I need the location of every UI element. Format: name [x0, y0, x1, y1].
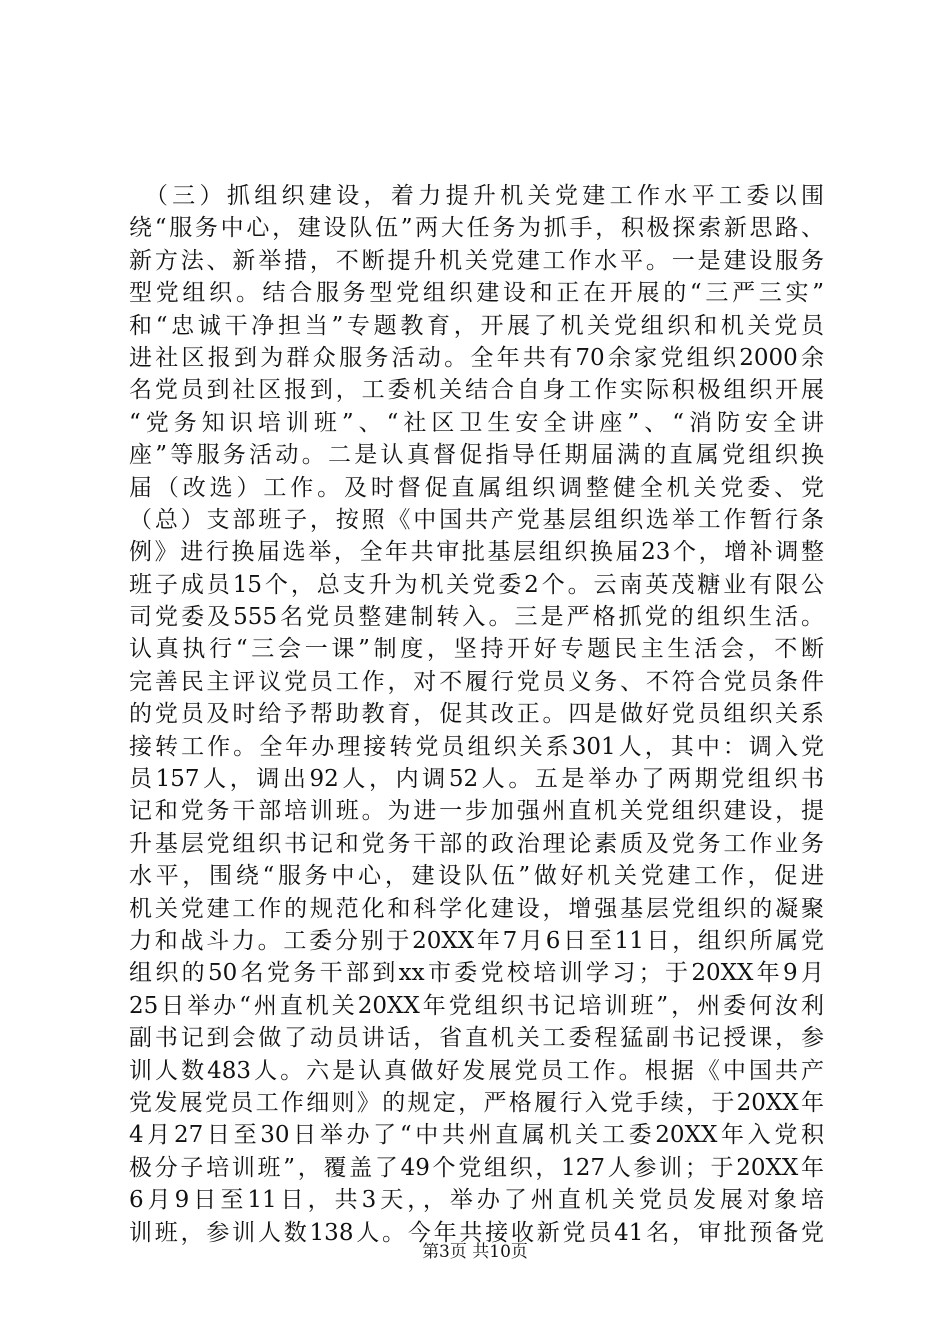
text-line: 型党组织。结合服务型党组织建设和正在开展的“三严三实”	[129, 280, 824, 307]
text-line: 绕“服务中心，建设队伍”两大任务为抓手，积极探索新思路、	[129, 215, 824, 242]
text-line: 新方法、新举措，不断提升机关党建工作水平。一是建设服务	[129, 247, 824, 274]
text-line: （总）支部班子，按照《中国共产党基层组织选举工作暂行条	[129, 506, 824, 533]
text-line: 组织的50名党务干部到xx市委党校培训学习；于20XX年9月	[129, 960, 824, 987]
text-line: 力和战斗力。工委分别于20XX年7月6日至11日，组织所属党	[129, 927, 824, 954]
text-line: 4月27日至30日举办了“中共州直属机关工委20XX年入党积	[129, 1122, 824, 1149]
text-line: 25日举办“州直机关20XX年党组织书记培训班”，州委何汝利	[129, 992, 824, 1019]
text-line: 副书记到会做了动员讲话，省直机关工委程猛副书记授课，参	[129, 1025, 824, 1052]
text-line: 和“忠诚干净担当”专题教育，开展了机关党组织和机关党员	[129, 312, 824, 339]
text-line: 员157人，调出92人，内调52人。五是举办了两期党组织书	[129, 766, 824, 793]
text-line: 司党委及555名党员整建制转入。三是严格抓党的组织生活。	[129, 604, 824, 631]
text-line: 6月9日至11日，共3天，，举办了州直机关党员发展对象培	[129, 1187, 824, 1214]
text-line: 届（改选）工作。及时督促直属组织调整健全机关党委、党	[129, 474, 824, 501]
text-line: “党务知识培训班”、“社区卫生安全讲座”、“消防安全讲	[129, 409, 824, 436]
text-line: 升基层党组织书记和党务干部的政治理论素质及党务工作业务	[129, 830, 824, 857]
body-paragraph	[129, 180, 824, 1249]
page-number: 第3页 共10页	[422, 1242, 528, 1262]
text-line: 极分子培训班”，覆盖了49个党组织，127人参训；于20XX年	[129, 1154, 824, 1181]
text-line: 班子成员15个，总支升为机关党委2个。云南英茂糖业有限公	[129, 571, 824, 598]
page-footer	[0, 1241, 950, 1263]
text-line: 认真执行“三会一课”制度，坚持开好专题民主生活会，不断	[129, 636, 824, 663]
text-line: 接转工作。全年办理接转党员组织关系301人，其中：调入党	[129, 733, 824, 760]
text-line: 的党员及时给予帮助教育，促其改正。四是做好党员组织关系	[129, 701, 824, 728]
text-line: 记和党务干部培训班。为进一步加强州直机关党组织建设，提	[129, 798, 824, 825]
text-line: 水平，围绕“服务中心，建设队伍”做好机关党建工作，促进	[129, 863, 824, 890]
text-line: 机关党建工作的规范化和科学化建设，增强基层党组织的凝聚	[129, 895, 824, 922]
text-line: 座”等服务活动。二是认真督促指导任期届满的直属党组织换	[129, 442, 824, 469]
text-line: 名党员到社区报到，工委机关结合自身工作实际积极组织开展	[129, 377, 824, 404]
text-line: 例》进行换届选举，全年共审批基层组织换届23个，增补调整	[129, 539, 824, 566]
text-line: 训班，参训人数138人。今年共接收新党员41名，审批预备党	[129, 1219, 824, 1246]
text-line: 完善民主评议党员工作，对不履行党员义务、不符合党员条件	[129, 668, 824, 695]
text-line: 党发展党员工作细则》的规定，严格履行入党手续，于20XX年	[129, 1089, 824, 1116]
text-line: 训人数483人。六是认真做好发展党员工作。根据《中国共产	[129, 1057, 824, 1084]
text-line: 进社区报到为群众服务活动。全年共有70余家党组织2000余	[129, 344, 824, 371]
text-line: （三）抓组织建设，着力提升机关党建工作水平工委以围	[129, 183, 824, 209]
